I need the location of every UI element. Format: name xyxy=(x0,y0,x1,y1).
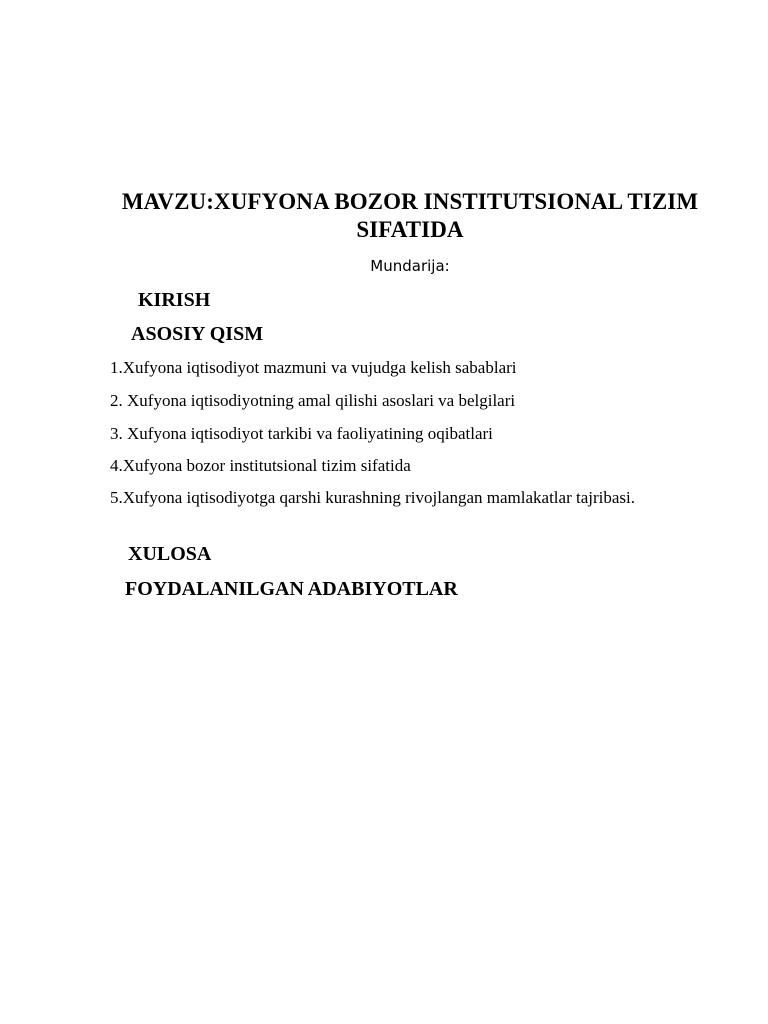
contents-item-5: 5.Xufyona iqtisodiyotga qarshi kurashning rivojlangan mamlakatlar tajribasi. xyxy=(110,488,635,507)
section-conclusion: XULOSA xyxy=(128,543,212,565)
document-title: MAVZU:XUFYONA BOZOR INSTITUTSIONAL TIZIM SIFATIDA xyxy=(121,189,699,242)
contents-item-1: 1.Xufyona iqtisodiyot mazmuni va vujudga kelish sabablari xyxy=(110,358,517,377)
section-references: FOYDALANILGAN ADABIYOTLAR xyxy=(125,578,458,600)
contents-item-2: 2. Xufyona iqtisodiyotning amal qilishi asoslari va belgilari xyxy=(110,391,516,410)
section-main-part: ASOSIY QISM xyxy=(131,323,264,345)
contents-item-3: 3. Xufyona iqtisodiyot tarkibi va faoliyatining oqibatlari xyxy=(110,424,493,443)
contents-item-4: 4.Xufyona bozor institutsional tizim sifatida xyxy=(110,456,411,475)
section-intro: KIRISH xyxy=(138,289,211,311)
contents-heading: Mundarija: xyxy=(370,257,450,275)
